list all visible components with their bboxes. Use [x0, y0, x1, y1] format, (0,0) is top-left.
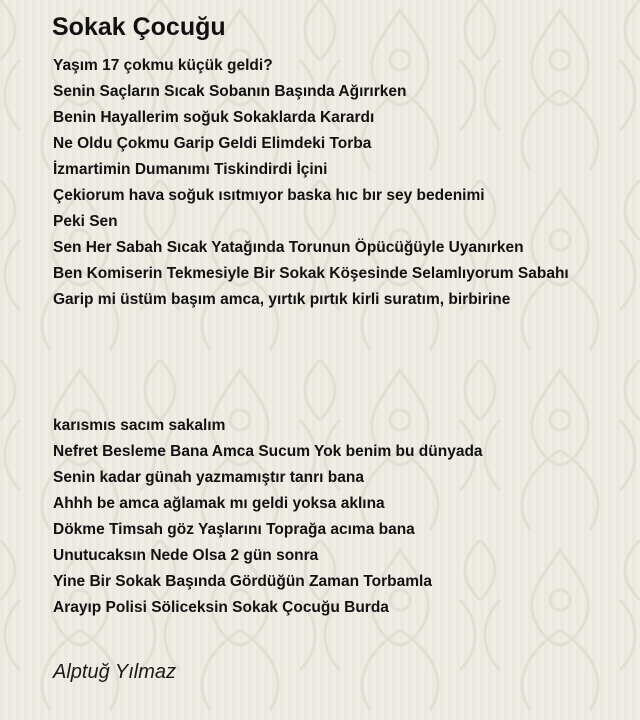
poem-line: Nefret Besleme Bana Amca Sucum Yok benim bu dünyada: [53, 443, 483, 460]
poem-line: Senin kadar günah yazmamıştır tanrı bana: [53, 469, 364, 486]
poem-author: Alptuğ Yılmaz: [53, 661, 177, 683]
poem-line: Yaşım 17 çokmu küçük geldi?: [53, 57, 273, 74]
stanza-2: [53, 413, 483, 621]
poem-line: Ben Komiserin Tekmesiyle Bir Sokak Köşesinde Selamlıyorum Sabahı: [53, 265, 569, 282]
poem-line: İzmartimin Dumanımı Tiskindirdi İçini: [53, 161, 328, 178]
poem-line: Garip mi üstüm başım amca, yırtık pırtık kirli suratım, birbirine: [53, 291, 511, 308]
poem-line: Çekiorum hava soğuk ısıtmıyor baska hıc bır sey bedenimi: [53, 187, 485, 204]
poem-line: Peki Sen: [53, 213, 118, 230]
poem-line: Unutucaksın Nede Olsa 2 gün sonra: [53, 547, 319, 564]
poem-line: Benin Hayallerim soğuk Sokaklarda Karardı: [53, 109, 375, 126]
poem-line: Yine Bir Sokak Başında Gördüğün Zaman Torbamla: [53, 573, 432, 590]
poem-line: karısmıs sacım sakalım: [53, 417, 226, 434]
poem-line: Dökme Timsah göz Yaşlarını Toprağa acıma bana: [53, 521, 415, 538]
poem-line: Arayıp Polisi Söliceksin Sokak Çocuğu Burda: [53, 599, 389, 616]
stanza-1: [53, 53, 569, 313]
poem-line: Senin Saçların Sıcak Sobanın Başında Ağırırken: [53, 83, 407, 100]
poem-line: Ahhh be amca ağlamak mı geldi yoksa aklına: [53, 495, 385, 512]
poem-title: Sokak Çocuğu: [52, 13, 226, 41]
poem-line: Sen Her Sabah Sıcak Yatağında Torunun Öpücüğüyle Uyanırken: [53, 239, 524, 256]
poem-line: Ne Oldu Çokmu Garip Geldi Elimdeki Torba: [53, 135, 372, 152]
